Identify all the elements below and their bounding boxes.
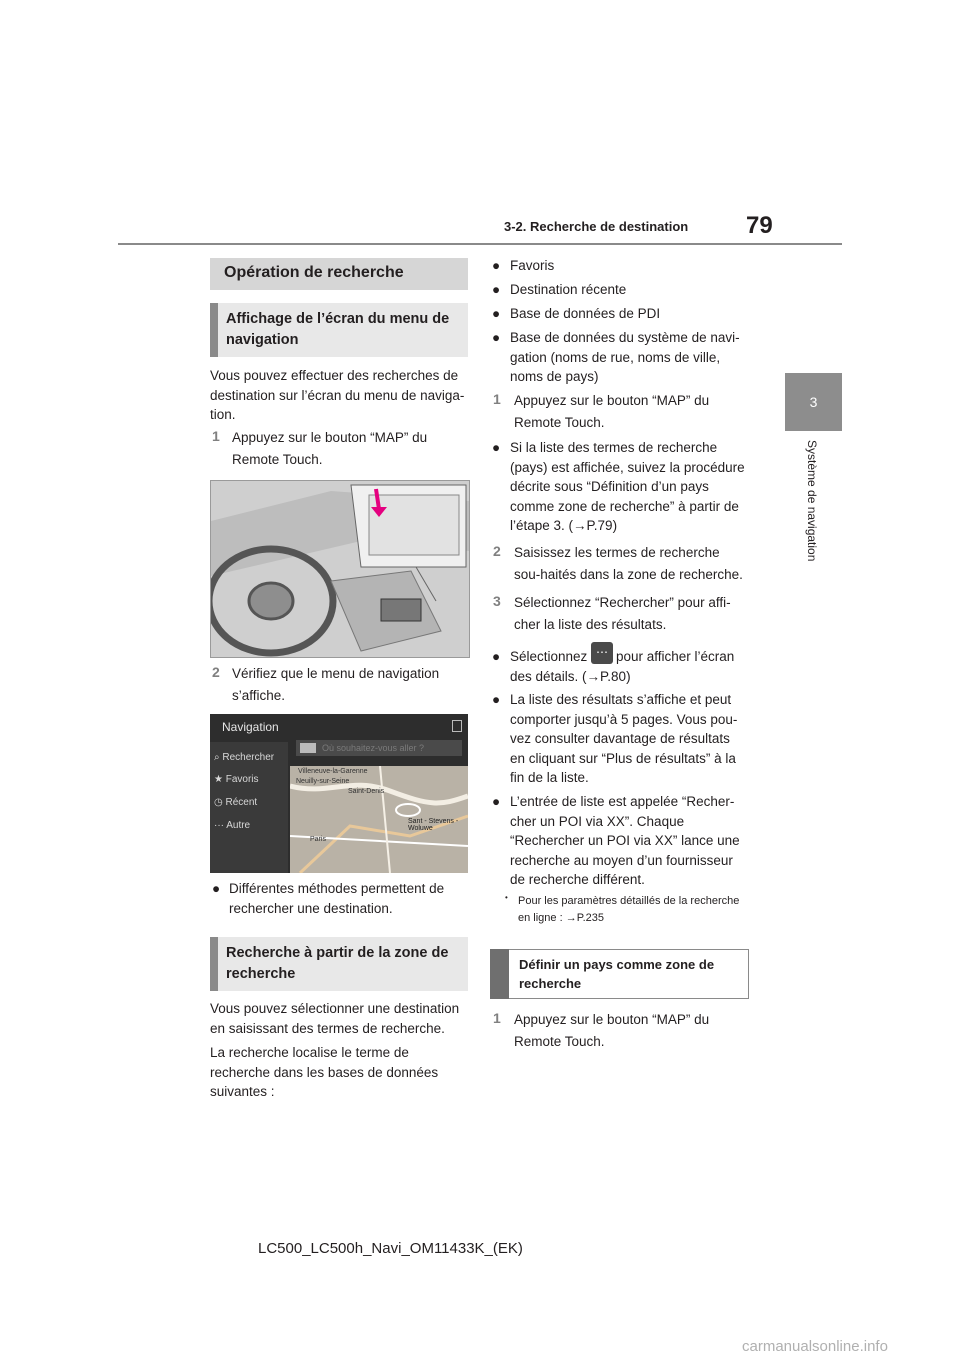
menu-label: Autre xyxy=(226,820,251,831)
clock-icon: ◷ xyxy=(214,797,226,808)
header-rule xyxy=(118,243,842,245)
more-icon: ··· xyxy=(214,820,227,831)
menu-label: Favoris xyxy=(225,774,259,785)
map-label: Villeneuve-la-Garenne xyxy=(298,768,368,775)
battery-icon xyxy=(452,720,462,732)
small-bullet-icon: • xyxy=(505,893,508,902)
page-number: 79 xyxy=(746,212,773,239)
watermark: carmanualsonline.info xyxy=(742,1338,888,1355)
bullet-text: Sélectionnez xyxy=(510,649,588,664)
footer-doc-id: LC500_LC500h_Navi_OM11433K_(EK) xyxy=(258,1240,523,1257)
map-area[interactable] xyxy=(290,766,468,873)
sub-heading-text: Définir un pays comme zone de recherche xyxy=(519,957,715,991)
search-icon: ⌕ xyxy=(214,752,223,763)
bullet-dot-icon: ● xyxy=(492,440,501,455)
bullet-dot-icon: ● xyxy=(492,692,501,707)
nav-screen-title: Navigation xyxy=(222,720,279,734)
menu-item-favorites[interactable] xyxy=(214,774,259,785)
bullet-dot-icon: ● xyxy=(212,881,221,896)
bullet-text: Si la liste des termes de recherche (pays) est affichée, suivez la procédure décrite sous “Définition d’un pays comme zone de recherche” à partir de l’étape 3. (→P.79) xyxy=(510,440,745,533)
step-text: Appuyez sur le bouton “MAP” du Remote Touch. xyxy=(514,1012,710,1049)
navigation-screen xyxy=(210,714,468,873)
paragraph: Vous pouvez sélectionner une destination en saisissant des termes de recherche. xyxy=(210,1001,460,1036)
paragraph: La recherche localise le terme de recherche dans les bases de données suivantes : xyxy=(210,1045,439,1099)
step-number: 1 xyxy=(212,428,220,444)
menu-item-recent[interactable] xyxy=(214,797,257,808)
step-number: 2 xyxy=(212,664,220,680)
db-item: Base de données de PDI xyxy=(510,306,661,321)
bullet-dot-icon: ● xyxy=(492,258,501,273)
sub-heading-country xyxy=(490,949,749,999)
step-number: 1 xyxy=(493,1010,501,1026)
db-item: Base de données du système de navi-gation (noms de rue, noms de ville, noms de pays) xyxy=(510,330,740,384)
more-options-icon: ⋯ xyxy=(591,642,613,664)
menu-item-search[interactable] xyxy=(214,752,274,763)
step-text: Appuyez sur le bouton “MAP” du Remote Touch. xyxy=(232,430,428,467)
menu-item-other[interactable] xyxy=(214,820,250,831)
step-text: Vérifiez que le menu de navigation s’affiche. xyxy=(232,666,440,703)
car-interior-drawing xyxy=(211,481,469,657)
map-label: Saint-Denis xyxy=(348,788,385,795)
remote-touch-illustration xyxy=(210,480,470,658)
sub-heading-menu: Affichage de l’écran du menu de navigation xyxy=(210,303,468,357)
bullet-text: pour afficher l’écran des détails. (→P.80) xyxy=(510,649,735,684)
note-text: Pour les paramètres détaillés de la recherche en ligne : →P.235 xyxy=(518,895,740,924)
bullet-text: La liste des résultats s’affiche et peut comporter jusqu’à 5 pages. Vous pou-vez consulter davantage de résultats en cliquant sur “Plus de résultats” à la fin de la liste. xyxy=(510,692,738,785)
bullet-text: Différentes méthodes permettent de rechercher une destination. xyxy=(229,881,445,916)
star-icon: ★ xyxy=(214,774,226,785)
keyboard-icon xyxy=(300,743,316,753)
map-label: Neuilly-sur-Seine xyxy=(296,778,350,785)
main-heading: Opération de recherche xyxy=(210,258,468,290)
intro-paragraph: Vous pouvez effectuer des recherches de destination sur l’écran du menu de naviga-tion. xyxy=(210,368,465,422)
step-text: Appuyez sur le bouton “MAP” du Remote Touch. xyxy=(514,393,710,430)
step-text: Saisissez les termes de recherche sou-haités dans la zone de recherche. xyxy=(514,545,743,582)
step-number: 2 xyxy=(493,543,501,559)
nav-menu-panel xyxy=(210,742,288,873)
db-item: Favoris xyxy=(510,258,555,273)
chapter-title: Système de navigation xyxy=(805,440,819,562)
db-item: Destination récente xyxy=(510,282,627,297)
sub-heading-search-zone: Recherche à partir de la zone de recherche xyxy=(210,937,468,991)
step-number: 1 xyxy=(493,391,501,407)
bullet-dot-icon: ● xyxy=(492,282,501,297)
bullet-dot-icon: ● xyxy=(492,306,501,321)
step-number: 3 xyxy=(493,593,501,609)
section-title: 3-2. Recherche de destination xyxy=(504,219,689,234)
menu-label: Rechercher xyxy=(222,752,275,763)
map-label: Sant - Stevens - Woluwe xyxy=(408,818,459,832)
chapter-tab: 3 xyxy=(785,373,842,431)
bullet-text: L’entrée de liste est appelée “Recher-cher un POI via XX”. Chaque “Rechercher un POI via XX” lance une recherche au moyen d’un fournisseur de recherche différent. xyxy=(510,794,740,887)
bullet-dot-icon: ● xyxy=(492,794,501,809)
map-label: Paris xyxy=(310,836,326,843)
step-text: Sélectionnez “Rechercher” pour affi-cher la liste des résultats. xyxy=(514,595,731,632)
bullet-dot-icon: ● xyxy=(492,649,501,664)
menu-label: Récent xyxy=(225,797,258,808)
bullet-dot-icon: ● xyxy=(492,330,501,345)
search-input[interactable]: Où souhaitez-vous aller ? xyxy=(296,740,462,756)
